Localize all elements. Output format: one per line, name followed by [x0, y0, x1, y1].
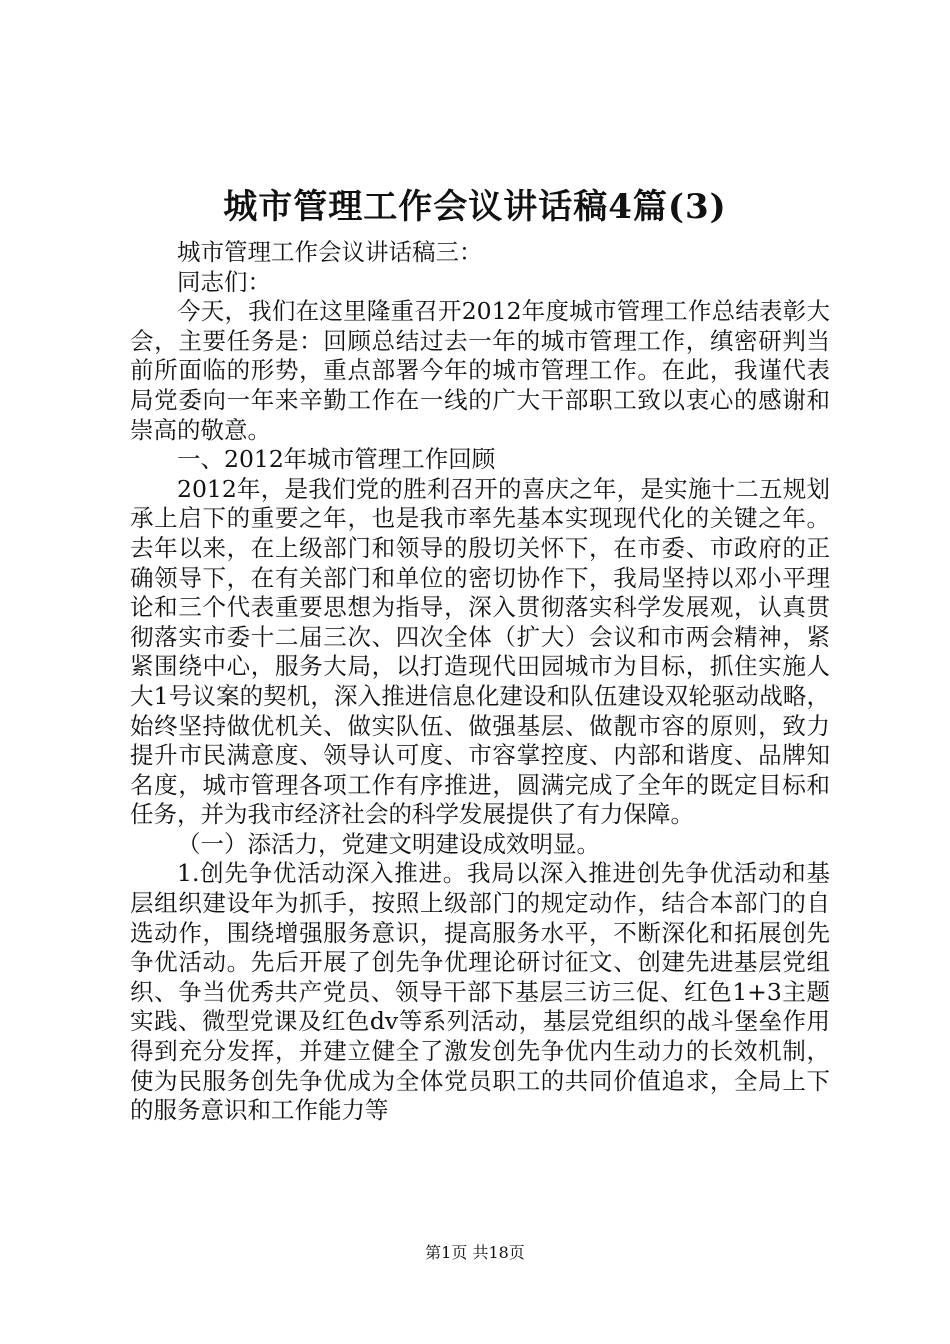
document-title: 城市管理工作会议讲话稿4篇(3) [223, 187, 727, 227]
document-body [130, 238, 830, 1126]
paragraph-intro: 今天，我们在这里隆重召开2012年度城市管理工作总结表彰大会，主要任务是：回顾总结过去一年的城市管理工作，缜密研判当前所面临的形势，重点部署今年的城市管理工作。在此，我谨代表局党委向一年来辛勤工作在一线的广大干部职工致以衷心的感谢和崇高的敬意。 [130, 297, 830, 444]
paragraph-party-building: 1.创先争优活动深入推进。我局以深入推进创先争优活动和基层组织建设年为抓手，按照上级部门的规定动作，结合本部门的自选动作，围绕增强服务意识，提高服务水平，不断深化和拓展创先争优活动。先后开展了创先争优理论研讨征文、创建先进基层党组织、争当优秀共产党员、领导干部下基层三访三促、红色1+3主题实践、微型党课及红色dv等系列活动，基层党组织的战斗堡垒作用得到充分发挥，并建立健全了激发创先争优内生动力的长效机制，使为民服务创先争优成为全体党员职工的共同价值追求，全局上下的服务意识和工作能力等 [130, 859, 830, 1125]
paragraph-heading-label: 城市管理工作会议讲话稿三： [177, 238, 483, 266]
paragraph-salutation: 同志们： [177, 267, 271, 296]
paragraph-review: 2012年，是我们党的胜利召开的喜庆之年，是实施十二五规划承上启下的重要之年，也是我市率先基本实现现代化的关键之年。去年以来，在上级部门和领导的殷切关怀下，在市委、市政府的正确领导下，在有关部门和单位的密切协作下，我局坚持以邓小平理论和三个代表重要思想为指导，深入贯彻落实科学发展观，认真贯彻落实市委十二届三次、四次全体（扩大）会议和市两会精神，紧紧围绕中心，服务大局，以打造现代田园城市为目标，抓住实施人大1号议案的契机，深入推进信息化建设和队伍建设双轮驱动战略，始终坚持做优机关、做实队伍、做强基层、做靓市容的原则，致力提升市民满意度、领导认可度、市容掌控度、内部和谐度、品牌知名度，城市管理各项工作有序推进，圆满完成了全年的既定目标和任务，并为我市经济社会的科学发展提供了有力保障。 [130, 474, 830, 829]
page-footer: 第1页 共18页 [425, 1243, 525, 1262]
subsection-heading-party-building: （一）添活力，党建文明建设成效明显。 [177, 829, 600, 858]
section-heading-review: 一、2012年城市管理工作回顾 [177, 445, 496, 474]
